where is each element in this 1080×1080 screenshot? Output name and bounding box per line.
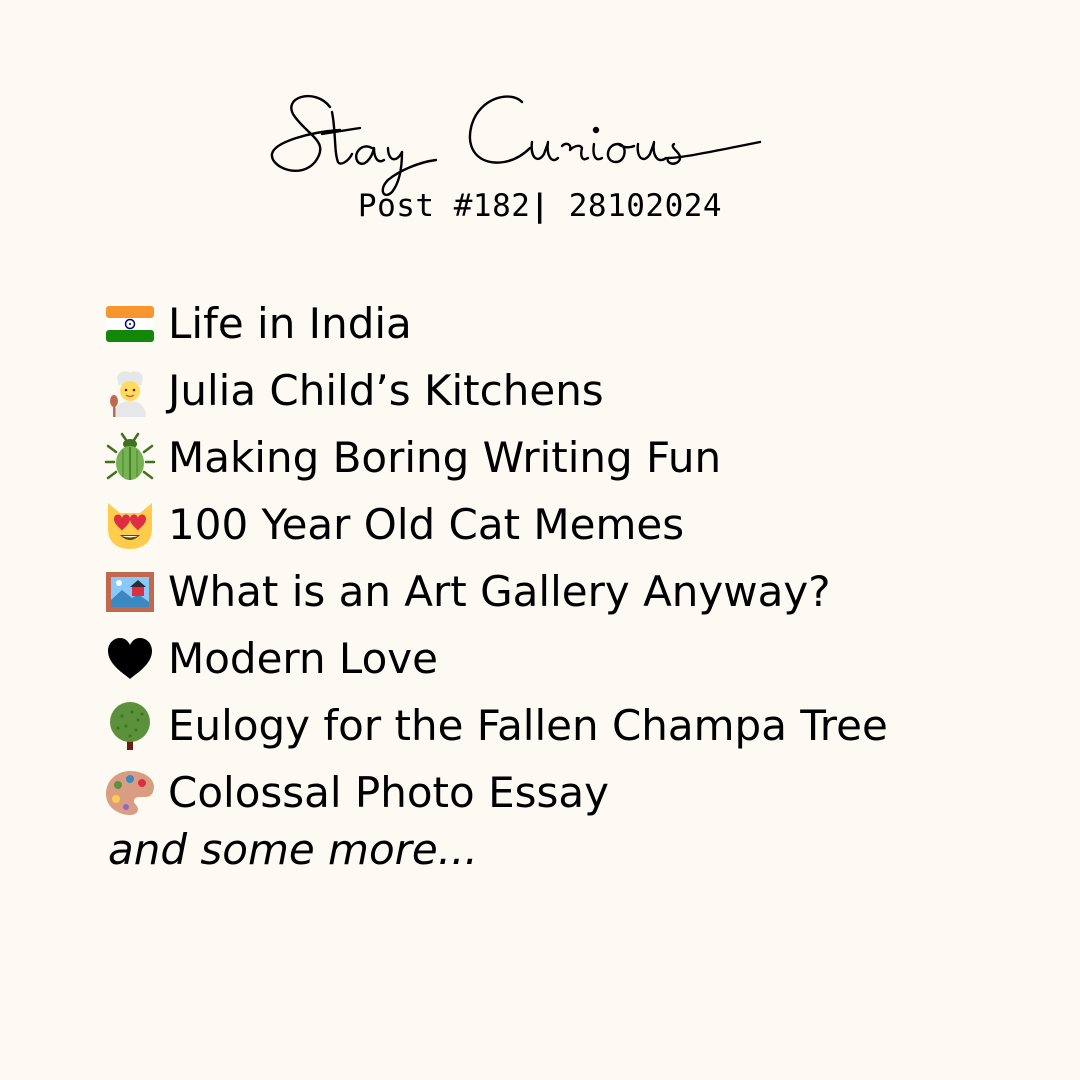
black-heart-icon bbox=[104, 633, 156, 685]
topic-list bbox=[104, 290, 888, 826]
list-item bbox=[104, 491, 888, 558]
beetle-icon bbox=[104, 432, 156, 484]
list-item bbox=[104, 759, 888, 826]
item-label: Making Boring Writing Fun bbox=[168, 433, 722, 482]
item-label: Colossal Photo Essay bbox=[168, 768, 609, 817]
tree-icon bbox=[104, 700, 156, 752]
page-title bbox=[0, 62, 1080, 202]
list-item bbox=[104, 424, 888, 491]
post-number: Post #182 bbox=[357, 188, 531, 224]
list-item bbox=[104, 357, 888, 424]
india-flag-icon bbox=[104, 298, 156, 350]
post-info bbox=[0, 188, 1080, 224]
item-label: Julia Child’s Kitchens bbox=[168, 366, 604, 415]
chef-icon bbox=[104, 365, 156, 417]
framed-picture-icon bbox=[104, 566, 156, 618]
script-title bbox=[260, 62, 820, 202]
list-item bbox=[104, 625, 888, 692]
list-item bbox=[104, 290, 888, 357]
separator: | bbox=[530, 188, 550, 224]
list-item bbox=[104, 558, 888, 625]
artist-palette-icon bbox=[104, 767, 156, 819]
post-date: 28102024 bbox=[568, 188, 723, 224]
item-label: Modern Love bbox=[168, 634, 438, 683]
item-label: Eulogy for the Fallen Champa Tree bbox=[168, 701, 888, 750]
footer-text: and some more... bbox=[108, 825, 478, 874]
item-label: Life in India bbox=[168, 299, 412, 348]
item-label: 100 Year Old Cat Memes bbox=[168, 500, 685, 549]
heart-eyes-cat-icon bbox=[104, 499, 156, 551]
item-label: What is an Art Gallery Anyway? bbox=[168, 567, 831, 616]
list-item bbox=[104, 692, 888, 759]
